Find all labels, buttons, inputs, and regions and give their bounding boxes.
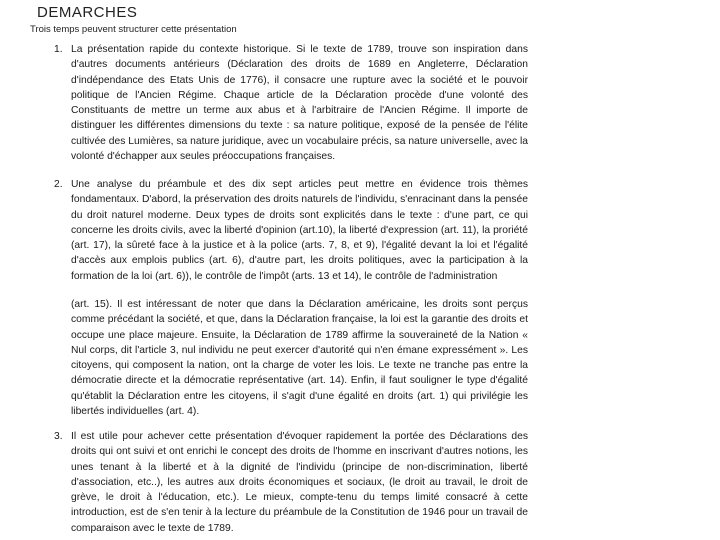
list-item-1 — [40, 42, 528, 164]
list-item-text: Une analyse du préambule et des dix sept articles peut mettre en évidence trois thèmes fondamentaux. D'abord, la préservation des droits naturels de l'individu, s'enracinant dans la pensée du droit naturel moderne. Deux types de droits sont explicités dans le texte : d'une part, ce qui concerne les droits civils, avec la liberté d'opinion (art.10), la liberté d'expression (art. 11), la proriété (art. 17), la sûreté face à la justice et à la police (arts. 7, 8, et 9), l'égalité devant la loi et l'égalité d'accès aux emplois publics (art. 6), d'autre part, les droits politiques, avec la participation à la formation de la loi (art. 6)), le contrôle de l'impôt (arts. 13 et 14), le contrôle de l'administration — [71, 179, 528, 282]
list-item-number: 2. — [54, 179, 63, 190]
list-item-text: La présentation rapide du contexte historique. Si le texte de 1789, trouve son inspiration dans d'autres documents antérieurs (Déclaration des droits de 1689 en Angleterre, Déclaration d'indépendance des Etats Unis de 1776), il consacre une rupture avec la société et le pouvoir politique de l'Ancien Régime. Chaque article de la Déclaration procède d'une volonté des Constituants de mettre un terme aux abus et à l'arbitraire de l'Ancien Régime. Il importe de distinguer les différentes dimensions du texte : sa nature politique, exposé de la pensée de l'élite cultivée des Lumières, sa nature juridique, avec un vocabulaire précis, sa nature universelle, avec la volonté d'échapper aux seules préoccupations françaises. — [71, 44, 528, 163]
list-item-2-continuation — [40, 297, 528, 419]
list-item-number: 3. — [54, 431, 63, 442]
page-subtitle: Trois temps peuvent structurer cette présentation — [30, 24, 237, 35]
list-item-3 — [40, 429, 528, 536]
list-item-number: 1. — [54, 44, 63, 55]
list-item-text: Il est utile pour achever cette présentation d'évoquer rapidement la portée des Déclarations des droits qui ont suivi et ont enrichi le concept des droits de l'homme en inscrivant d'autres notions, les unes tenant à la liberté et à la dignité de l'individu (principe de non-discrimination, liberté d'association, etc..), les autres aux droits économiques et sociaux, (le droit au travail, le droit de grève, le droit à l'éducation, etc.). Le mieux, compte-tenu du temps limité consacré à cette introduction, est de s'en tenir à la lecture du préambule de la Constitution de 1946 pour un travail de comparaison avec le texte de 1789. — [71, 431, 528, 534]
page-title: DEMARCHES — [37, 4, 138, 21]
list-item-2 — [40, 177, 528, 284]
list-item-text-continuation: (art. 15). Il est intéressant de noter que dans la Déclaration américaine, les droits sont perçus comme précédant la société, et que, dans la Déclaration française, la loi est la garantie des droits et occupe une place majeure. Ensuite, la Déclaration de 1789 affirme la souveraineté de la Nation « Nul corps, dit l'article 3, nul individu ne peut exercer d'autorité qui n'en émane expressément ». Les citoyens, qui composent la nation, ont la charge de voter les lois. Le texte ne tranche pas entre la démocratie directe et la démocratie représentative (art. 14). Enfin, il faut souligner le type d'égalité qu'établit la Déclaration entre les citoyens, il s'agit d'une égalité en droits (art. 1) qui privilégie les libertés individuelles (art. 4). — [71, 299, 528, 418]
